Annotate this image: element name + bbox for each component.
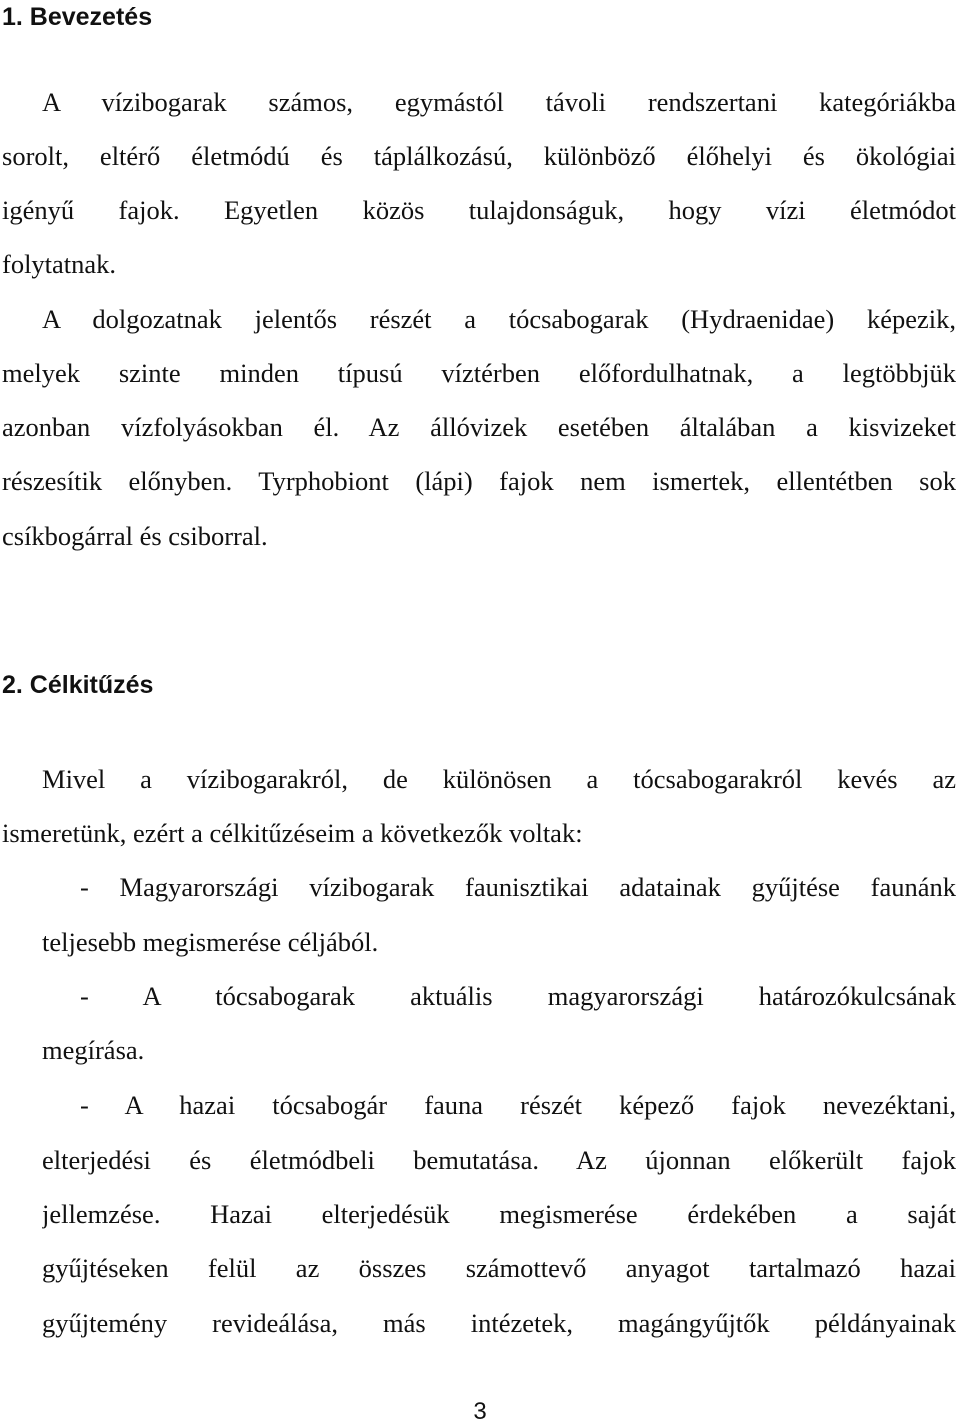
objective-line: gyűjtemény revideálása, más intézetek, magángyűjtők példányainak — [42, 1308, 956, 1338]
paragraph-line: A vízibogarak számos, egymástól távoli rendszertani kategóriákba — [42, 87, 956, 117]
paragraph-line: sorolt, eltérő életmódú és táplálkozású, különböző élőhelyi és ökológiai — [2, 141, 956, 171]
paragraph-line: Mivel a vízibogarakról, de különösen a tócsabogarakról kevés az — [42, 764, 956, 794]
objective-line: teljesebb megismerése céljából. — [42, 927, 379, 957]
paragraph-line: folytatnak. — [2, 249, 117, 279]
section-heading-introduction: 1. Bevezetés — [2, 3, 153, 31]
objective-line: megírása. — [42, 1035, 145, 1065]
objective-line: jellemzése. Hazai elterjedésük megismerése érdekében a saját — [42, 1199, 956, 1229]
paragraph-line: részesítik előnyben. Tyrphobiont (lápi) fajok nem ismertek, ellentétben sok — [2, 466, 956, 496]
paragraph-line: csíkbogárral és csiborral. — [2, 521, 268, 551]
paragraph-line: A dolgozatnak jelentős részét a tócsabogarak (Hydraenidae) képezik, — [42, 304, 956, 334]
paragraph-line: melyek szinte minden típusú víztérben előfordulhatnak, a legtöbbjük — [2, 358, 956, 388]
paragraph-line: azonban vízfolyásokban él. Az állóvizek esetében általában a kisvizeket — [2, 412, 956, 442]
objective-line: gyűjtéseken felül az összes számottevő anyagot tartalmazó hazai — [42, 1253, 956, 1283]
paragraph-line: igényű fajok. Egyetlen közös tulajdonságuk, hogy vízi életmódot — [2, 195, 956, 225]
objective-line: elterjedési és életmódbeli bemutatása. Az újonnan előkerült fajok — [42, 1145, 956, 1175]
section-heading-objectives: 2. Célkitűzés — [2, 671, 154, 699]
paragraph-line: ismeretünk, ezért a célkitűzéseim a következők voltak: — [2, 818, 583, 848]
objective-line: - Magyarországi vízibogarak faunisztikai adatainak gyűjtése faunánk — [80, 872, 956, 902]
objective-line: - A tócsabogarak aktuális magyarországi határozókulcsának — [80, 981, 956, 1011]
page-number: 3 — [473, 1398, 487, 1425]
objective-line: - A hazai tócsabogár fauna részét képező fajok nevezéktani, — [80, 1090, 956, 1120]
